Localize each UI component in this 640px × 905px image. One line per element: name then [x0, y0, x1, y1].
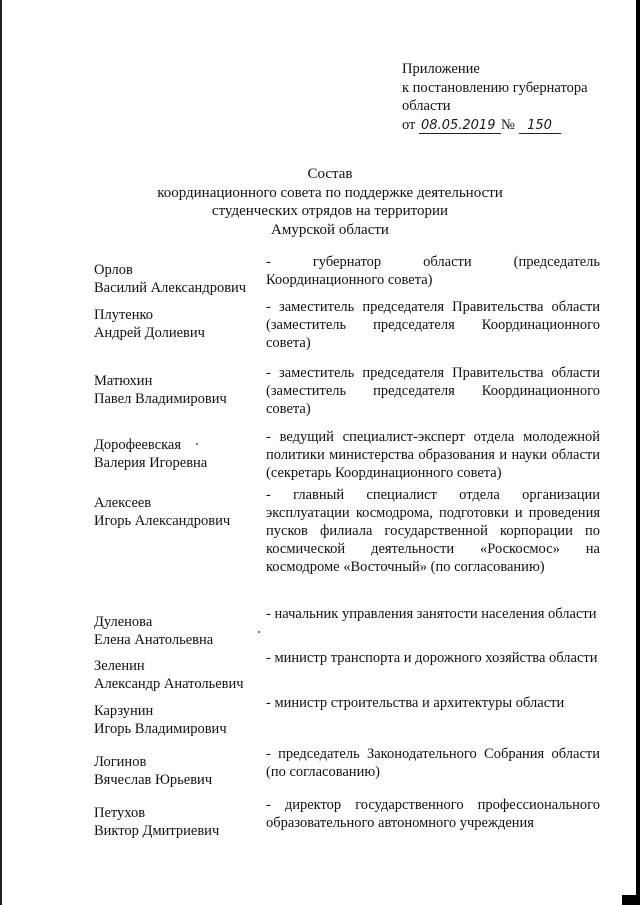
- member-role: - председатель Законодательного Собрания области (по согласованию): [266, 746, 600, 780]
- scan-speck: [196, 443, 198, 445]
- member-name: [94, 613, 264, 649]
- member-given-name: Валерия Игоревна: [94, 455, 208, 471]
- member-given-name: Елена Анатольевна: [94, 632, 214, 648]
- member-role: - заместитель председателя Правительства области (заместитель председателя Координационного совета): [266, 299, 600, 351]
- member-surname: Матюхин: [94, 373, 153, 389]
- member-surname: Зеленин: [94, 658, 145, 674]
- member-given-name: Виктор Дмитриевич: [94, 823, 220, 839]
- member-role: - начальник управления занятости населения области: [266, 606, 597, 622]
- appendix-date-line: [402, 116, 588, 135]
- member-surname: Алексеев: [94, 495, 152, 511]
- member-name: [94, 657, 264, 693]
- title-line-3: студенческих отрядов на территории: [211, 203, 449, 219]
- member-given-name: Павел Владимирович: [94, 391, 227, 407]
- member-role: - министр строительства и архитектуры области: [266, 695, 565, 711]
- member-name: [94, 261, 264, 297]
- member-name: [94, 436, 264, 472]
- number-sign: №: [501, 116, 515, 133]
- appendix-header: [402, 60, 588, 134]
- appendix-line-1: Приложение: [402, 61, 480, 77]
- scan-edge-left: [0, 0, 2, 905]
- member-name: [94, 494, 264, 530]
- member-surname: Дуленова: [94, 614, 153, 630]
- date-prefix: от: [402, 116, 416, 133]
- member-given-name: Игорь Александрович: [94, 513, 231, 529]
- member-surname: Орлов: [94, 262, 133, 278]
- document-title: [150, 165, 510, 239]
- member-name: [94, 804, 264, 840]
- member-surname: Плутенко: [94, 307, 154, 323]
- member-name: [94, 306, 264, 342]
- appendix-line-2: к постановлению губернатора: [402, 79, 588, 96]
- handwritten-date: 08.05.2019: [419, 118, 501, 134]
- handwritten-number: 150: [519, 118, 561, 134]
- member-surname: Карзунин: [94, 703, 154, 719]
- title-line-4: Амурской области: [271, 221, 389, 238]
- member-surname: Дорофеевская: [94, 437, 182, 453]
- member-given-name: Александр Анатольевич: [94, 676, 244, 692]
- member-role: - главный специалист отдела организации эксплуатации космодрома, подготовки и проведения пусков филиала государственной корпорации по космической деятельности «Роскосмос» на космодроме «Восточный» (по согласованию): [266, 487, 600, 575]
- member-given-name: Вячеслав Юрьевич: [94, 772, 213, 788]
- scan-edge-right: [636, 0, 640, 905]
- member-name: [94, 753, 264, 789]
- member-surname: Петухов: [94, 805, 146, 821]
- member-surname: Логинов: [94, 754, 147, 770]
- scan-corner-mark: [622, 895, 636, 905]
- member-role: - директор государственного профессионального образовательного автономного учреждения: [266, 797, 600, 831]
- member-role: - министр транспорта и дорожного хозяйства области: [266, 650, 598, 666]
- member-given-name: Василий Александрович: [94, 280, 247, 296]
- member-given-name: Андрей Долиевич: [94, 325, 205, 341]
- member-role: - заместитель председателя Правительства области (заместитель председателя Координационного совета): [266, 365, 600, 417]
- member-given-name: Игорь Владимирович: [94, 721, 227, 737]
- scan-speck: [258, 631, 260, 633]
- title-line-1: Состав: [307, 166, 353, 182]
- title-line-2: координационного совета по поддержке деятельности: [157, 184, 503, 201]
- member-name: [94, 372, 264, 408]
- member-name: [94, 702, 264, 738]
- member-role: - губернатор области (председатель Координационного совета): [266, 254, 600, 288]
- member-role: - ведущий специалист-эксперт отдела молодежной политики министерства образования и науки области (секретарь Координационного совета): [266, 429, 600, 481]
- appendix-line-3: области: [402, 98, 451, 114]
